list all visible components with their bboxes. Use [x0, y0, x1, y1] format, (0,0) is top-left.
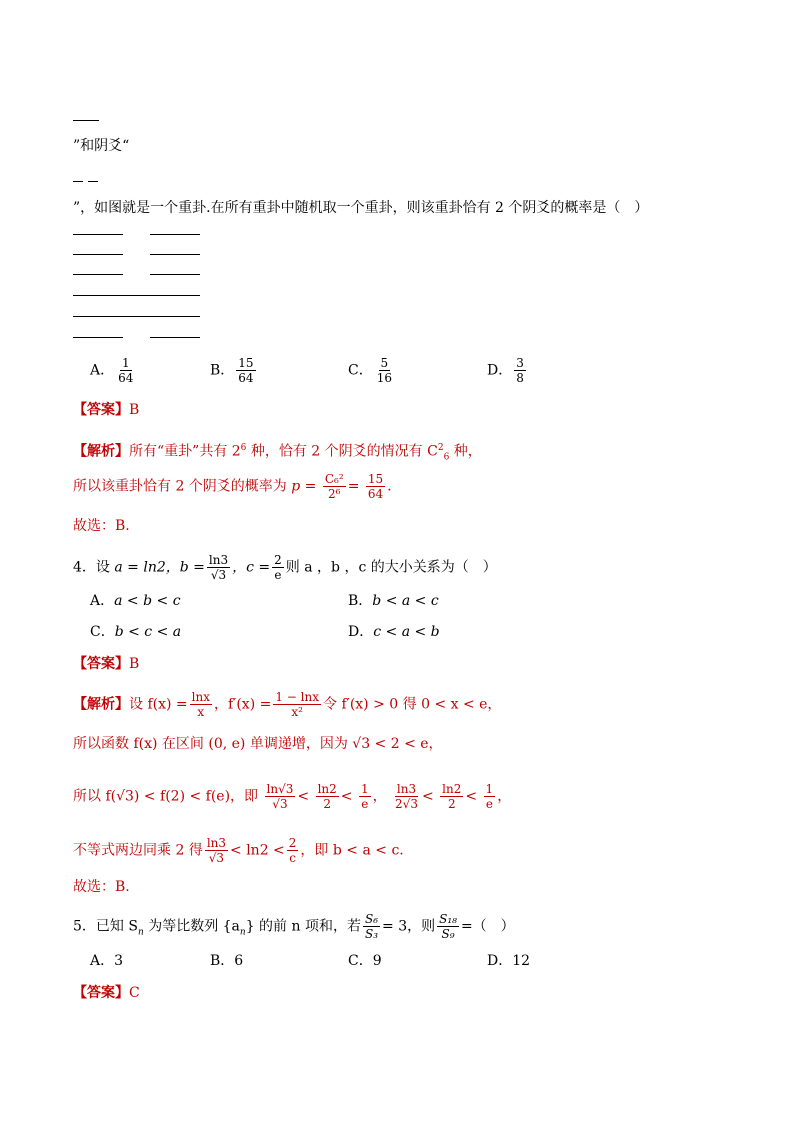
- analysis-label: 【解析】: [73, 696, 129, 713]
- q4-analysis-line-3: 所以 f(√3) < f(2) < f(e)，即 $\frac{\ln√3}{√3}$ < $\frac{\ln 2}{2}$ < $\frac{1}{e}$ ， $\frac{\ln 3}{2√3}$ < $\frac{\ln 2}{2}$ < $\frac{1}{e}$ ，: [73, 782, 512, 811]
- analysis-text: ，即 b < a < c.: [300, 842, 404, 859]
- option-label: A．: [90, 362, 115, 379]
- q4-option-a: [90, 592, 181, 610]
- fraction: [190, 690, 212, 719]
- denominator: 2: [323, 797, 331, 811]
- denominator: 2: [447, 797, 456, 811]
- q5-option-c: [348, 952, 382, 970]
- q4-option-c: [90, 623, 181, 641]
- stem-text: ，c =: [232, 559, 271, 576]
- option-text: 9: [372, 953, 382, 969]
- analysis-text: 所以 f(√3) < f(2) < f(e)，即: [73, 788, 259, 805]
- q5-option-d: [487, 952, 530, 970]
- yao-line-2-left: [73, 254, 123, 255]
- yao-line-6-right: [150, 337, 200, 338]
- q3-option-a: [90, 356, 137, 385]
- denominator: x: [197, 705, 205, 719]
- q4-analysis-line-1: [73, 690, 501, 719]
- stem-text: } 的前 n 项和，若: [245, 918, 361, 935]
- yang-yao-symbol: [73, 120, 99, 121]
- denominator: 64: [367, 487, 384, 501]
- q5-answer: [73, 984, 140, 1002]
- denominator: √3: [272, 797, 288, 811]
- numerator: 15: [238, 356, 254, 370]
- fraction: [363, 912, 380, 941]
- numerator: 1: [121, 356, 130, 370]
- fraction: [440, 782, 463, 811]
- yao-line-3-right: [150, 274, 200, 275]
- q3-choose: 故选：B.: [73, 518, 130, 534]
- analysis-text: 所以该重卦恰有 2 个阴爻的概率为: [73, 478, 292, 495]
- numerator: C₆²: [324, 472, 344, 486]
- q5-option-a: [90, 952, 123, 970]
- option-text: 3: [114, 953, 124, 969]
- stem-text: 4．设: [73, 559, 115, 576]
- denominator: 16: [376, 371, 392, 385]
- option-label: B．: [348, 593, 373, 609]
- numerator: ln2: [317, 782, 337, 796]
- numerator: S₁₈: [439, 912, 457, 926]
- subscript: n: [137, 927, 144, 938]
- numerator: ln3: [208, 553, 229, 567]
- denominator: c: [289, 851, 296, 865]
- answer-label: 【答案】: [73, 656, 129, 672]
- numerator: ln√3: [266, 782, 294, 796]
- denominator: √3: [208, 851, 225, 865]
- fraction: [287, 836, 299, 865]
- numerator: ln3: [206, 836, 227, 850]
- q3-answer: [73, 401, 139, 419]
- option-fraction: [514, 356, 526, 385]
- variable-p: p: [291, 478, 301, 495]
- subscript: n: [239, 927, 246, 938]
- denominator: S₉: [441, 927, 455, 941]
- analysis-text: < ln2 <: [230, 842, 285, 859]
- numerator: 1: [485, 782, 494, 796]
- answer-value: C: [129, 985, 140, 1001]
- option-label: B．: [210, 953, 235, 969]
- analysis-text: 设 f(x) =: [129, 696, 188, 713]
- exponent: 6: [240, 443, 247, 453]
- question-5-stem: [73, 912, 515, 941]
- fraction: [359, 782, 371, 811]
- answer-label: 【答案】: [73, 985, 129, 1001]
- stem-text: a = ln2，: [114, 559, 180, 576]
- stem-text: = 3，则: [382, 918, 436, 935]
- analysis-text: 不等式两边同乘 2 得: [73, 842, 203, 859]
- analysis-text: 令 f′(x) > 0 得 0 < x < e，: [323, 696, 502, 713]
- denominator: 64: [238, 371, 254, 385]
- q4-answer: [73, 655, 139, 673]
- numerator: 5: [380, 356, 389, 370]
- answer-value: B: [129, 656, 140, 672]
- q4-analysis-line-2: 所以函数 f(x) 在区间 (0, e) 单调递增，因为 √3 < 2 < e，: [73, 736, 443, 752]
- analysis-text: 种，: [449, 443, 482, 460]
- numerator: 1 − lnx: [275, 690, 320, 704]
- option-label: A．: [90, 953, 115, 969]
- denominator: 2⁶: [328, 487, 341, 501]
- fraction: [272, 553, 284, 582]
- stem-text: 为等比数列 {a: [143, 918, 240, 935]
- q3-option-d: [487, 356, 528, 385]
- numerator: 2: [274, 553, 282, 567]
- q3-option-c: [348, 356, 396, 385]
- option-label: D．: [487, 953, 513, 969]
- numerator: 15: [367, 472, 384, 486]
- option-label: B．: [210, 362, 235, 379]
- numerator: lnx: [191, 690, 210, 704]
- numerator: S₆: [364, 912, 379, 926]
- fraction: [366, 472, 385, 501]
- denominator: 8: [516, 371, 524, 385]
- denominator: e: [485, 797, 493, 811]
- yao-line-2-right: [150, 254, 200, 255]
- yao-line-1-left: [73, 234, 123, 235]
- denominator: 64: [118, 371, 134, 385]
- option-fraction: [375, 356, 394, 385]
- yin-yao-symbol-left: [73, 181, 83, 182]
- numerator: 1: [360, 782, 369, 796]
- stem-text: 则 a ，b ，c 的大小关系为（ ）: [285, 559, 497, 576]
- numerator: 3: [516, 356, 524, 370]
- q4-option-d: [348, 623, 440, 641]
- option-label: C．: [348, 953, 373, 969]
- stem-text: =（ ）: [460, 918, 515, 935]
- option-text: c < a < b: [373, 624, 440, 640]
- option-label: C．: [90, 624, 115, 640]
- fraction: [265, 782, 296, 811]
- yao-line-6-left: [73, 337, 123, 338]
- q3-analysis-line-2: 所以该重卦恰有 2 个阴爻的概率为 p = $\frac{\text{C₆²}}{\text{2⁶}}$ = $\frac{15}{64}$ .: [73, 472, 392, 501]
- fraction: [205, 836, 228, 865]
- q3-analysis-line-1: [73, 439, 482, 466]
- q5-option-b: [210, 952, 243, 970]
- answer-label: 【答案】: [73, 402, 129, 418]
- fraction: [323, 472, 346, 501]
- option-label: D．: [348, 624, 374, 640]
- denominator: √3: [210, 568, 227, 582]
- numerator: ln3: [396, 782, 417, 796]
- numerator: ln2: [442, 782, 462, 796]
- subscript: 6: [443, 452, 450, 463]
- fraction: [207, 553, 230, 582]
- analysis-label: 【解析】: [73, 443, 129, 460]
- option-label: A．: [90, 593, 115, 609]
- analysis-text: 种，恰有 2 个阴爻的情况有 C: [246, 443, 438, 460]
- fraction: [316, 782, 339, 811]
- fraction: [393, 782, 420, 811]
- option-text: 12: [512, 953, 531, 969]
- question-3-stem: ”，如图就是一个重卦.在所有重卦中随机取一个重卦，则该重卦恰有 2 个阴爻的概率是（ ）: [73, 200, 649, 216]
- option-label: C．: [348, 362, 373, 379]
- denominator: x²: [291, 705, 303, 719]
- numerator: 2: [288, 836, 297, 850]
- option-label: D．: [487, 362, 513, 379]
- yin-yao-symbol-right: [88, 181, 98, 182]
- option-text: b < a < c: [372, 593, 439, 609]
- q4-choose: 故选：B.: [73, 879, 130, 895]
- fraction: [437, 912, 459, 941]
- fraction: [273, 690, 321, 719]
- option-fraction: [236, 356, 255, 385]
- denominator: e: [361, 797, 369, 811]
- stem-text: 5．已知 S: [73, 918, 138, 935]
- answer-value: B: [129, 402, 140, 418]
- fraction: [484, 782, 496, 811]
- superscript: 2: [437, 443, 444, 453]
- stem-text: b =: [179, 559, 205, 576]
- q4-option-b: [348, 592, 439, 610]
- q3-option-b: [210, 356, 258, 385]
- analysis-text: ，f′(x) =: [213, 696, 272, 713]
- option-fraction: [116, 356, 135, 385]
- yao-line-1-right: [150, 234, 200, 235]
- question-4-stem: [73, 553, 497, 582]
- yao-line-5: [73, 316, 200, 317]
- yao-line-3-left: [73, 274, 123, 275]
- intro-line-1: ”和阴爻“: [73, 138, 130, 154]
- option-text: 6: [234, 953, 244, 969]
- denominator: e: [274, 568, 282, 582]
- denominator: 2√3: [395, 797, 418, 811]
- analysis-text: 所有“重卦”共有 2: [129, 443, 241, 460]
- denominator: S₃: [364, 927, 379, 941]
- q4-analysis-line-4: [73, 836, 404, 865]
- option-text: a < b < c: [114, 593, 181, 609]
- option-text: b < c < a: [114, 624, 182, 640]
- yao-line-4: [73, 295, 200, 296]
